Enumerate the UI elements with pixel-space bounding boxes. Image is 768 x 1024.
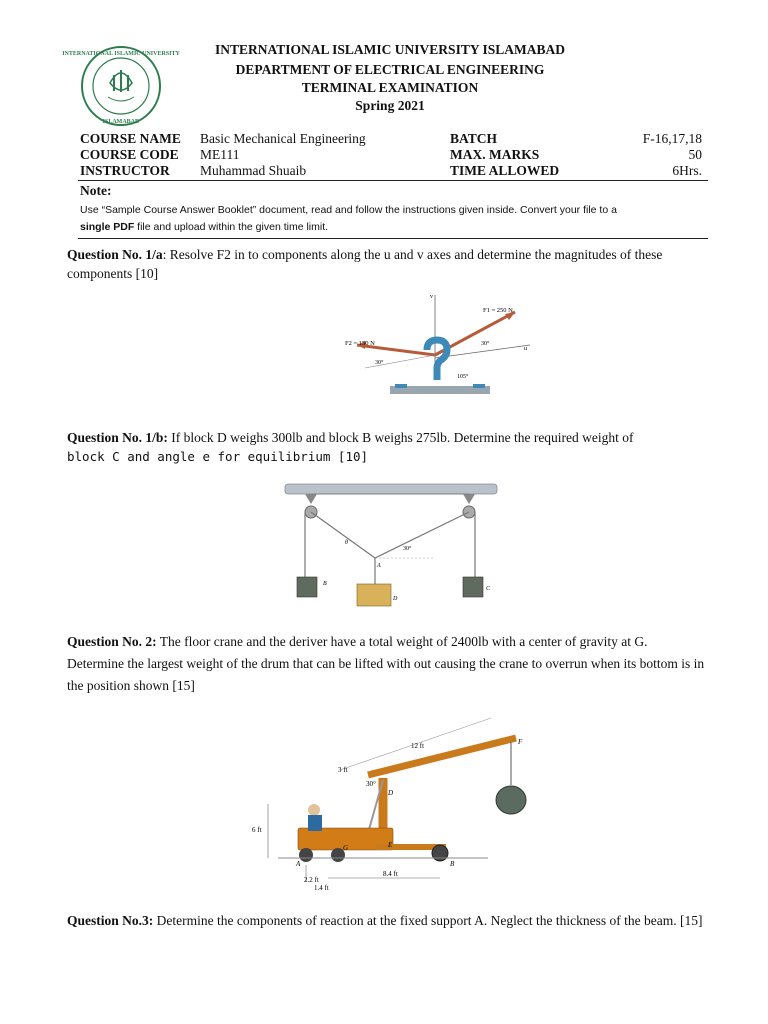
label-b: B [323,581,327,587]
label-e: E [388,841,393,849]
label-g: G [343,844,349,852]
logo-text-top: INTERNATIONAL ISLAMIC UNIVERSITY [62,51,180,57]
question-3-text: Determine the components of reaction at the fixed support A. Neglect the thickness of the beam. [15] [153,913,703,928]
label-3ft: 3 ft [338,766,348,774]
label-30deg: 30° [366,780,376,788]
question-1b-label: Question No. 1/b: [67,430,168,445]
question-1b [67,428,707,447]
label-v: v [430,294,433,300]
note-emphasis: single PDF [80,221,135,233]
question-3-label: Question No.3: [67,913,154,928]
label-1-4ft: 1.4 ft [314,884,329,892]
figure-q1b [283,482,503,617]
label-f1: F1 = 250 N [483,307,513,314]
course-name: Basic Mechanical Engineering [200,131,366,146]
question-2 [67,631,707,697]
batch-value: F-16,17,18 [642,131,702,146]
label-a: A [296,860,301,868]
max-marks-value: 50 [688,147,702,162]
label-angle-3: 105° [457,374,469,380]
course-code: ME111 [200,147,240,162]
question-3 [67,910,707,932]
label-angle-2: 30° [375,360,384,366]
question-2-label: Question No. 2: [67,634,157,649]
note-line-2-rest: file and upload within the given time limit. [134,221,329,233]
exam-title: TERMINAL EXAMINATION [301,80,479,95]
label-d: D [388,789,394,797]
label-c: C [486,586,491,592]
question-1a-text: : Resolve F2 in to components along the u and v axes and determine the magnitudes of these components [10] [67,247,663,281]
label-a: A [377,563,381,569]
question-1b-line-2: block C and angle e for equilibrium [10] [67,449,369,464]
label-8-4ft: 8.4 ft [383,870,398,878]
note-bottom-divider [78,238,708,239]
department-name: DEPARTMENT OF ELECTRICAL ENGINEERING [235,62,545,77]
note-label: Note: [80,183,112,198]
label-angle-1: 30° [481,341,490,347]
question-1a-label: Question No. 1/a [67,247,163,262]
time-allowed-label: TIME ALLOWED [450,163,560,178]
label-b: B [450,860,455,868]
label-d: D [393,596,398,602]
max-marks-label: MAX. MARKS [450,147,540,162]
course-name-label: COURSE NAME [80,131,181,146]
time-allowed-value: 6Hrs. [672,163,702,178]
label-6ft: 6 ft [252,826,262,834]
figure-q1a [335,290,535,415]
question-1b-text: If block D weighs 300lb and block B weighs 275lb. Determine the required weight of [167,430,634,445]
label-2-2ft: 2.2 ft [304,876,319,884]
note-line-1: Use “Sample Course Answer Booklet” document, read and follow the instructions given inside. Convert your file to a [80,204,617,216]
note-line-2 [80,219,328,236]
note-top-divider [78,180,708,181]
question-1a [67,245,707,283]
university-name: INTERNATIONAL ISLAMIC UNIVERSITY ISLAMABAD [215,42,565,57]
label-theta: θ [345,540,348,546]
label-f: F [518,738,523,746]
label-12ft: 12 ft [411,742,425,750]
instructor-label: INSTRUCTOR [80,163,170,178]
exam-session: Spring 2021 [355,98,425,113]
course-code-label: COURSE CODE [80,147,179,162]
label-angle: 30° [403,546,412,552]
figure-q2 [248,710,548,900]
label-f2: F2 = 150 N [345,340,375,347]
question-2-text: The floor crane and the deriver have a total weight of 2400lb with a center of gravity at G. Determine the largest weight of the drum that can be lifted with out causing the crane to overrun when its bottom is in the position shown [15] [67,634,705,693]
logo-text-bottom: ISLAMABAD [102,119,140,125]
batch-label: BATCH [450,131,498,146]
instructor-name: Muhammad Shuaib [200,163,307,178]
label-u: u [524,346,527,352]
